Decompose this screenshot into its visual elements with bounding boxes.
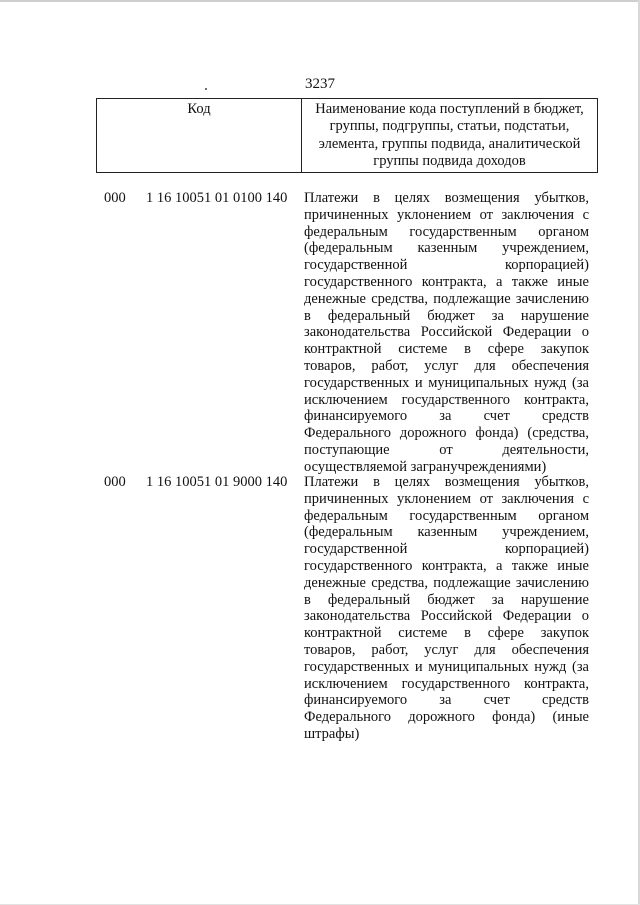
header-row	[97, 99, 598, 173]
header-name-cell: Наименование кода поступлений в бюджет, группы, подгруппы, статьи, подстатьи, элемента, группы подвида, аналитической группы подвида доходов	[302, 99, 598, 173]
header-code-cell: Код	[97, 99, 302, 173]
scan-edge-top	[0, 0, 640, 2]
header-table	[96, 98, 598, 173]
admin-code: 000	[104, 474, 126, 490]
admin-code: 000	[104, 190, 126, 206]
revenue-code: 1 16 10051 01 9000 140	[146, 474, 288, 490]
revenue-code: 1 16 10051 01 0100 140	[146, 190, 288, 206]
revenue-description: Платежи в целях возмещения убытков, причиненных уклонением от заключения с федеральным государственным органом (федеральным казенным учреждением, государственной корпорацией) государственного контракта, а также иные денежные средства, подлежащие зачислению в федеральный бюджет за нарушение законодательства Российской Федерации о контрактной системе в сфере закупок товаров, работ, услуг для обеспечения государственных и муниципальных нужд (за исключением государственного контракта, финансируемого за счет средств Федерального дорожного фонда) (средства, поступающие от деятельности, осуществляемой загранучреждениями)	[304, 190, 589, 475]
revenue-description: Платежи в целях возмещения убытков, причиненных уклонением от заключения с федеральным государственным органом (федеральным казенным учреждением, государственной корпорацией) государственного контракта, а также иные денежные средства, подлежащие зачислению в федеральный бюджет за нарушение законодательства Российской Федерации о контрактной системе в сфере закупок товаров, работ, услуг для обеспечения государственных и муниципальных нужд (за исключением государственного контракта, финансируемого за счет средств Федерального дорожного фонда) (иные штрафы)	[304, 474, 589, 742]
page-number: 3237	[305, 76, 335, 92]
